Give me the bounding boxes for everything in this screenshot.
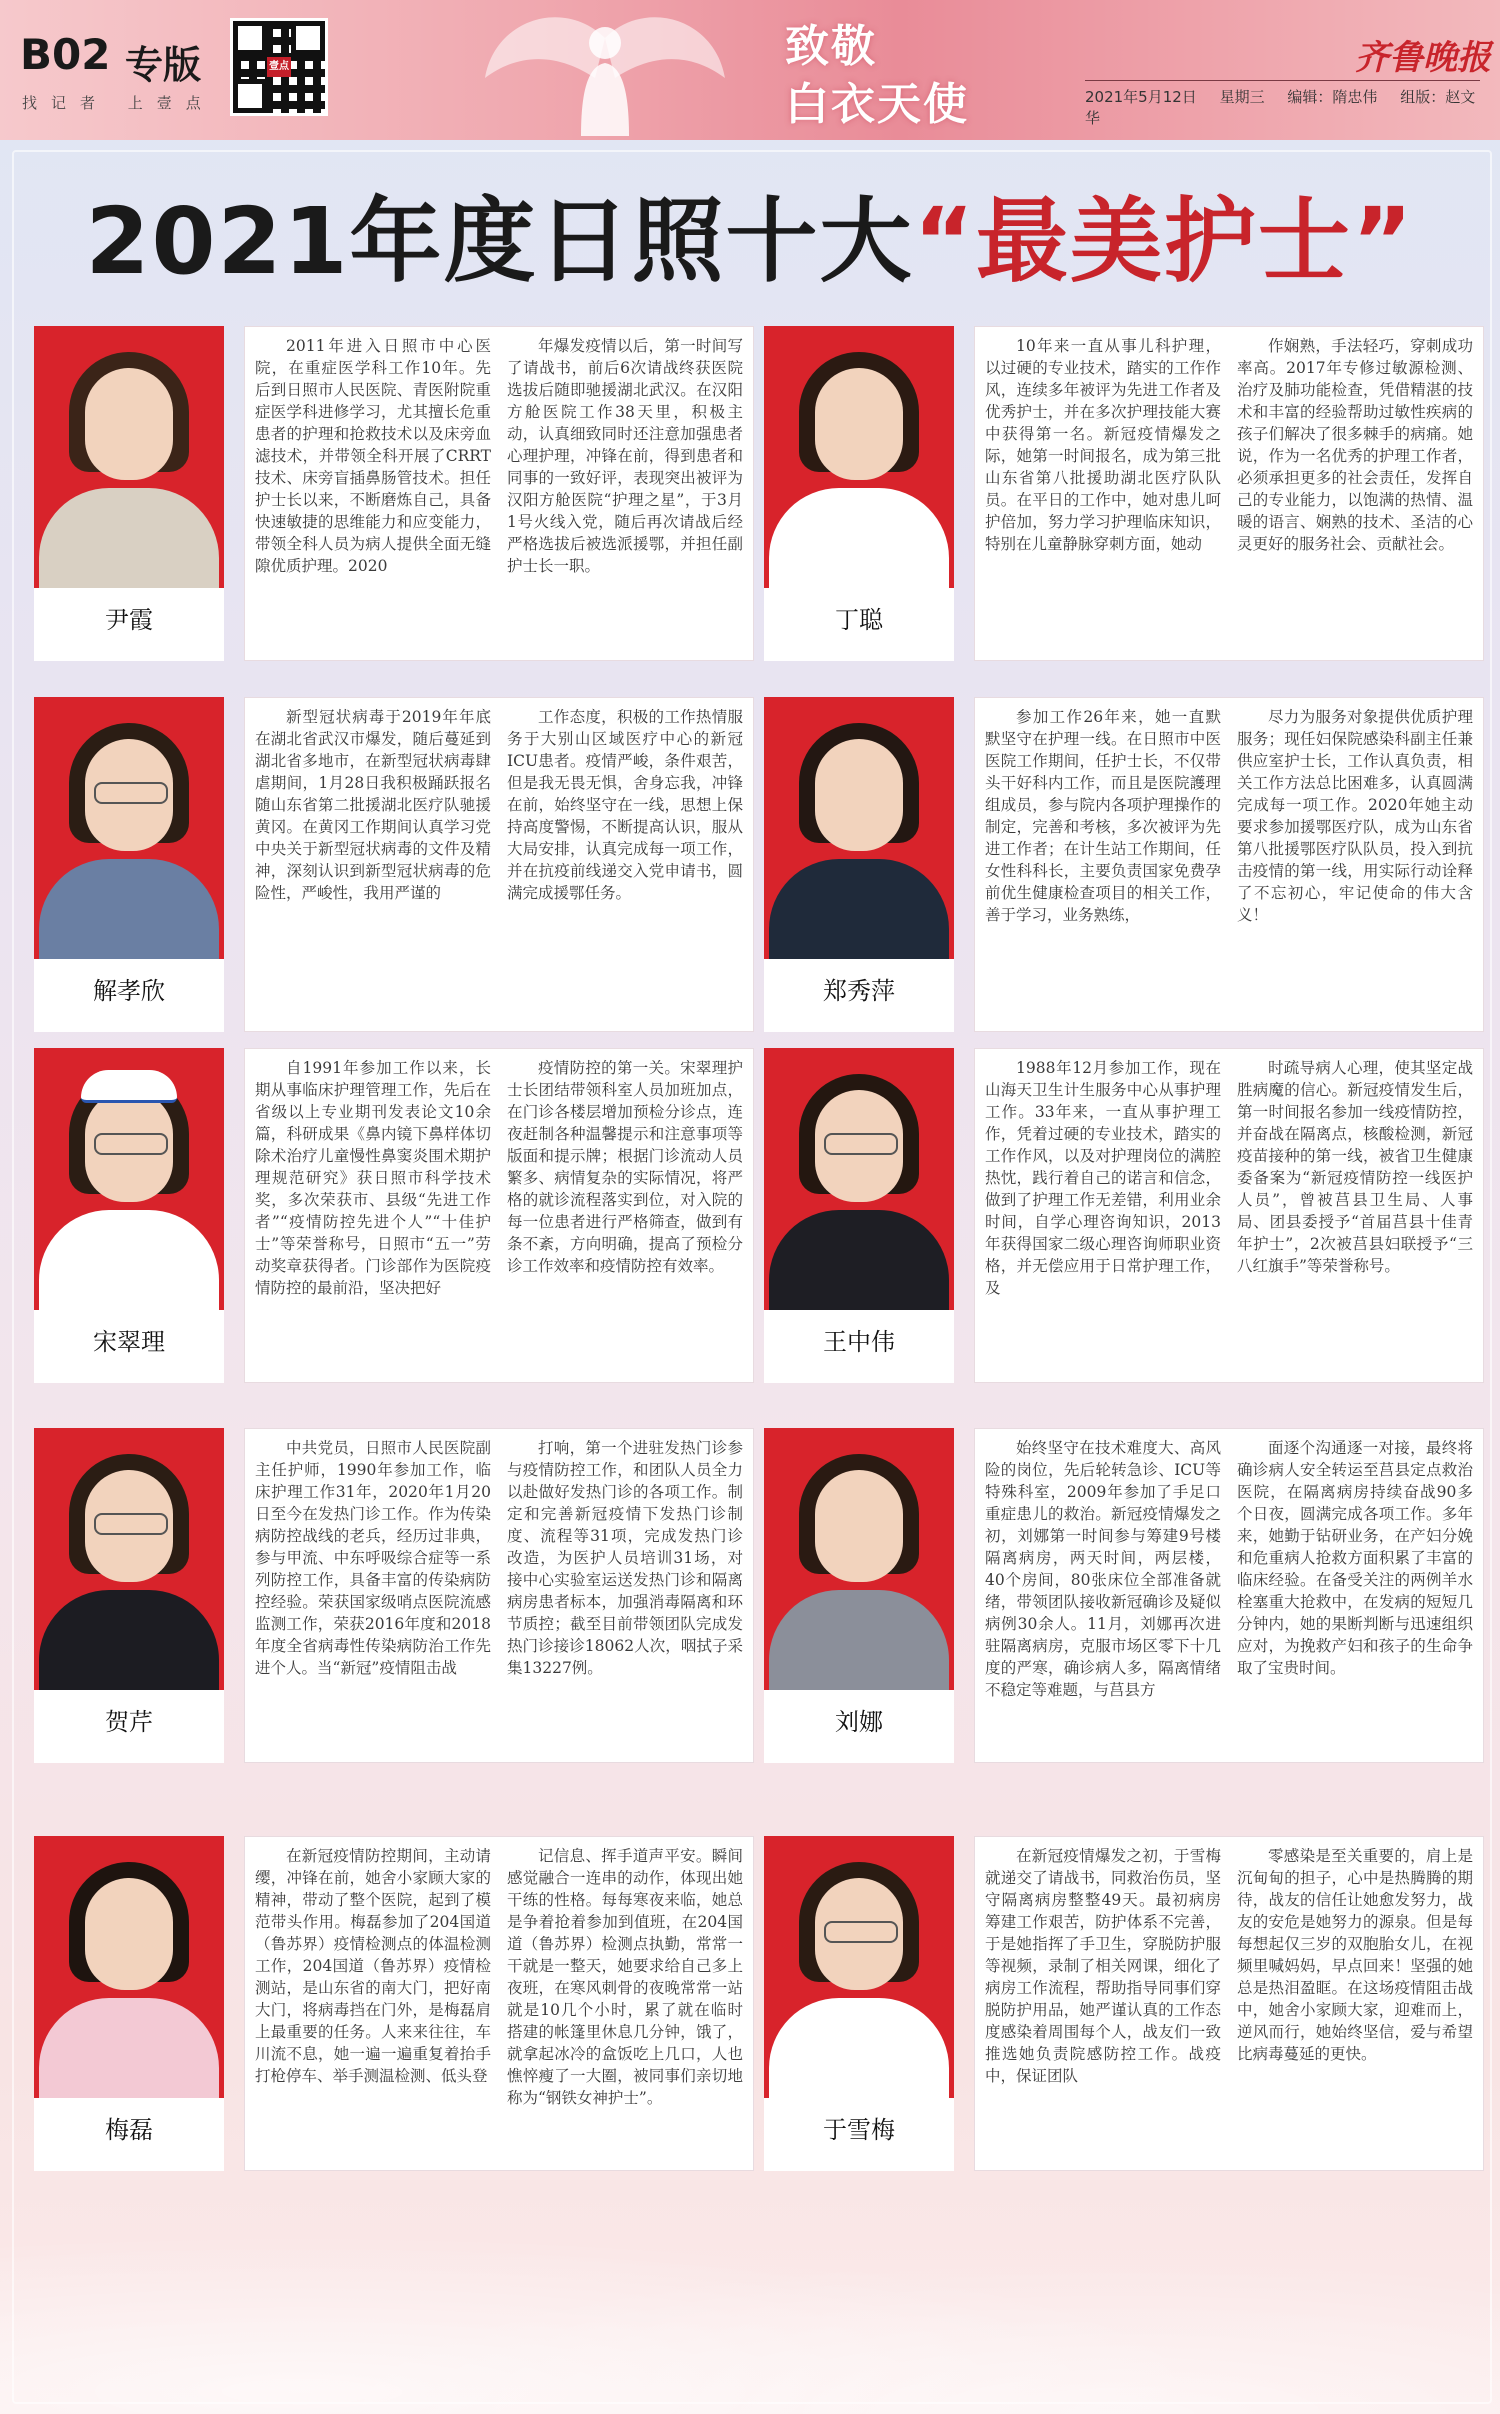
- title-highlight: “最美护士”: [913, 188, 1415, 295]
- bio-text: 疫情防控的第一关。宋翠理护士长团结带领科室人员加班加点，在门诊各楼层增加预检分诊点，连夜赶制各种温馨提示和注意事项等版面和提示牌；根据门诊流动人员繁多、病情复杂的实际情况，将严格的就诊流程落实到位，对入院的每一位患者进行严格筛查，做到有条不紊，方向明确，提高了预检分诊工作效率和疫情防控有效率。: [507, 1059, 743, 1275]
- photo-frame: [764, 697, 954, 1032]
- photo-uniform: [39, 859, 219, 959]
- nurse-name: 丁聪: [835, 606, 883, 634]
- photo-face: [85, 1878, 173, 1990]
- bio-column-2: [1237, 1057, 1473, 1375]
- photo-frame: [764, 1048, 954, 1383]
- bio-text: 年爆发疫情以后，第一时间写了请战书，前后6次请战终获医院选拔后随即驰援湖北武汉。在汉阳方舱医院工作38天里，积极主动，认真细致同时还注意加强患者心理护理，冲锋在前，得到患者和同事的一致好评，表现突出被评为汉阳方舱医院“护理之星”，于3月1号火线入党，随后再次请战后经严格选拔后被选派援鄂，并担任副护士长一职。: [507, 337, 743, 575]
- bio-text: 面逐个沟通逐一对接，最终将确诊病人安全转运至莒县定点救治医院，在隔离病房持续奋战90多个日夜，圆满完成各项工作。多年来，她勤于钻研业务，在产妇分娩和危重病人抢救方面积累了丰富的临床经验。在备受关注的两例羊水栓塞重大抢救中，在发病的短短几分钟内，她的果断判断与迅速组织应对，为挽救产妇和孩子的生命争取了宝贵时间。: [1237, 1439, 1473, 1677]
- nurse-cap-icon: [81, 1070, 177, 1103]
- page-code: B02: [20, 30, 111, 79]
- bio-column-2: [507, 335, 743, 653]
- qr-logo: 壹点: [267, 57, 291, 77]
- bio-text: 1988年12月参加工作，现在山海天卫生计生服务中心从事护理工作。33年来，一直从事护理工作，凭着过硬的专业技术，踏实的工作作风，以及对护理岗位的满腔热忱，践行着自己的诺言和信念，做到了护理工作无差错，利用业余时间，自学心理咨询知识，2013年获得国家二级心理咨询师职业资格，并无偿应用于日常护理工作，及: [985, 1059, 1221, 1297]
- nurse-photo: [34, 1048, 224, 1310]
- nurse-name: 梅磊: [105, 2116, 153, 2144]
- bio-text: 始终坚守在技术难度大、高风险的岗位，先后轮转急诊、ICU等特殊科室，2009年参加了手足口重症患儿的救治。新冠疫情爆发之初，刘娜第一时间参与筹建9号楼隔离病房，两天时间，两层楼，40个房间，80张床位全部准备就绪，带领团队接收新冠确诊及疑似病例30余人。11月，刘娜再次进驻隔离病房，克服市场区零下十几度的严寒，确诊病人多，隔离情绪不稳定等难题，与莒县方: [985, 1439, 1221, 1699]
- nurse-bio: [244, 697, 754, 1032]
- slogan: 找记者 上壹点: [22, 94, 215, 112]
- newspaper-logo: 齐鲁晚报: [1355, 38, 1491, 78]
- bio-column-1: [255, 1437, 491, 1755]
- photo-frame: [764, 1428, 954, 1763]
- photo-frame: [764, 326, 954, 661]
- photo-face: [85, 368, 173, 480]
- nurse-photo: [764, 697, 954, 959]
- photo-uniform: [769, 488, 949, 588]
- nurse-photo: [34, 697, 224, 959]
- nurse-name: 于雪梅: [823, 2116, 895, 2144]
- glasses-icon: [824, 1921, 898, 1943]
- angel-wings-icon: [485, 8, 725, 136]
- bio-text: 2011年进入日照市中心医院，在重症医学科工作10年。先后到日照市人民医院、青医附院重症医学科进修学习，尤其擅长危重患者的护理和抢救技术以及床旁血滤技术，并带领全科开展了CRRT技术、床旁盲插鼻肠管技术。担任护士长以来，不断磨炼自己，具备快速敏捷的思维能力和应变能力，带领全科人员为病人提供全面无缝隙优质护理。2020: [255, 337, 491, 575]
- bio-text: 中共党员，日照市人民医院副主任护师，1990年参加工作，临床护理工作31年，2020年1月20日至今在发热门诊工作。作为传染病防控战线的老兵，经历过非典，参与甲流、中东呼吸综合症等一系列防控工作，具备丰富的传染病防控经验。荣获国家级哨点医院流感监测工作，荣获2016年度和2018年度全省病毒性传染病防治工作先进个人。当“新冠”疫情阻击战: [255, 1439, 491, 1677]
- nurse-name: 王中伟: [823, 1328, 895, 1356]
- nurse-bio: [974, 326, 1484, 661]
- bio-text: 时疏导病人心理，使其坚定战胜病魔的信心。新冠疫情发生后，第一时间报名参加一线疫情防控，并奋战在隔离点，核酸检测，新冠疫苗接种的第一线，被省卫生健康委备案为“新冠疫情防控一线医护人员”，曾被莒县卫生局、人事局、团县委授予“首届莒县十佳青年护士”，2次被莒县妇联授予“三八红旗手”等荣誉称号。: [1237, 1059, 1473, 1275]
- glasses-icon: [94, 1513, 168, 1535]
- issue-meta: [1085, 86, 1500, 128]
- nurse-name: 解孝欣: [93, 977, 165, 1005]
- nurse-photo: [34, 326, 224, 588]
- nurse-bio: [974, 1048, 1484, 1383]
- nurse-photo: [764, 1048, 954, 1310]
- bio-text: 工作态度，积极的工作热情服务于大别山区域医疗中心的新冠ICU患者。疫情严峻，条件艰苦，但是我无畏无惧，舍身忘我，冲锋在前，始终坚守在一线，思想上保持高度警惕，不断提高认识，服从大局安排，认真完成每一项工作，并在抗疫前线递交入党申请书，圆满完成援鄂任务。: [507, 708, 743, 902]
- header-band: [0, 0, 1500, 140]
- nurse-bio: [974, 1428, 1484, 1763]
- photo-uniform: [39, 488, 219, 588]
- section-name: 专版: [125, 43, 202, 87]
- title-prefix: 2021年度日照十大: [85, 188, 914, 295]
- bio-column-2: [507, 1437, 743, 1755]
- bio-column-2: [507, 706, 743, 1024]
- bio-text: 尽力为服务对象提供优质护理服务；现任妇保院感染科副主任兼供应室护士长，工作认真负责，相关工作方法总比困难多，认真圆满完成每一项工作。2020年她主动要求参加援鄂医疗队，成为山东省第八批援鄂医疗队队员，投入到抗击疫情的第一线，用实际行动诠释了不忘初心，牢记使命的伟大含义！: [1237, 708, 1473, 924]
- theme-title: [785, 18, 969, 134]
- bio-column-1: [255, 1845, 491, 2163]
- bio-column-1: [255, 1057, 491, 1375]
- nurse-photo: [34, 1428, 224, 1690]
- glasses-icon: [824, 1133, 898, 1155]
- bio-column-1: [985, 1437, 1221, 1755]
- bio-text: 在新冠疫情防控期间，主动请缨，冲锋在前，她舍小家顾大家的精神，带动了整个医院，起到了模范带头作用。梅磊参加了204国道（鲁苏界）疫情检测点的体温检测工作，204国道（鲁苏界）疫情检测站，是山东省的南大门，把好南大门，将病毒挡在门外，是梅磊肩上最重要的任务。人来来往往，车川流不息，她一遍一遍重复着抬手打枪停车、举手测温检测、低头登: [255, 1847, 491, 2085]
- qr-code-icon[interactable]: [230, 18, 328, 116]
- bio-text: 打响，第一个进驻发热门诊参与疫情防控工作，和团队人员全力以赴做好发热门诊的各项工作。制定和完善新冠疫情下发热门诊制度、流程等31项，完成发热门诊改造，为医护人员培训31场，对接中心实验室运送发热门诊和隔离病房患者标本，加强消毒隔离和环节质控；截至目前带领团队完成发热门诊接诊18062人次，咽拭子采集13227例。: [507, 1439, 743, 1677]
- nurse-photo: [764, 1836, 954, 2098]
- photo-face: [815, 368, 903, 480]
- bio-column-1: [255, 706, 491, 1024]
- bio-column-2: [1237, 1437, 1473, 1755]
- photo-uniform: [769, 859, 949, 959]
- bio-column-2: [1237, 1845, 1473, 2163]
- meta-divider: [1085, 80, 1480, 81]
- glasses-icon: [94, 782, 168, 804]
- bio-column-2: [507, 1845, 743, 2163]
- issue-editor: 编辑：隋忠伟: [1287, 88, 1378, 106]
- glasses-icon: [94, 1133, 168, 1155]
- photo-uniform: [39, 1998, 219, 2098]
- nurse-name: 宋翠理: [93, 1328, 165, 1356]
- nurse-bio: [244, 1428, 754, 1763]
- nurse-name: 郑秀萍: [823, 977, 895, 1005]
- photo-frame: [764, 1836, 954, 2171]
- photo-face: [815, 739, 903, 851]
- photo-uniform: [769, 1590, 949, 1690]
- nurse-name: 尹霞: [105, 606, 153, 634]
- theme-line-1: 致敬: [785, 21, 877, 72]
- nurse-photo: [764, 326, 954, 588]
- photo-frame: [34, 1048, 224, 1383]
- nurse-name: 贺芹: [105, 1708, 153, 1736]
- bio-text: 新型冠状病毒于2019年年底在湖北省武汉市爆发，随后蔓延到湖北省多地市，在新型冠状病毒肆虐期间，1月28日我积极踊跃报名随山东省第二批援湖北医疗队驰援黄冈。在黄冈工作期间认真学习党中央关于新型冠状病毒的文件及精神，深刻认识到新型冠状病毒的危险性，严峻性，我用严谨的: [255, 708, 491, 902]
- issue-date: 2021年5月12日: [1085, 88, 1197, 106]
- nurse-bio: [974, 1836, 1484, 2171]
- nurse-photo: [764, 1428, 954, 1690]
- photo-frame: [34, 1836, 224, 2171]
- nurse-bio: [244, 1836, 754, 2171]
- photo-frame: [34, 1428, 224, 1763]
- bio-column-1: [985, 1845, 1221, 2163]
- bio-column-1: [985, 335, 1221, 653]
- bio-column-1: [255, 335, 491, 653]
- bio-text: 记信息、挥手道声平安。瞬间感觉融合一连串的动作，体现出她干练的性格。每每寒夜来临，她总是争着抢着参加到值班，在204国道（鲁苏界）检测点执勤，常常一干就是一整天，她要求给自己多上夜班，在寒风刺骨的夜晚常常一站就是10几个小时，累了就在临时搭建的帐篷里休息几分钟，饿了，就拿起冰冷的盒饭吃上几口，人也憔悴瘦了一大圈，被同事们亲切地称为“钢铁女神护士”。: [507, 1847, 743, 2107]
- bio-column-2: [1237, 335, 1473, 653]
- page-title: [0, 168, 1500, 300]
- photo-frame: [34, 697, 224, 1032]
- photo-uniform: [39, 1590, 219, 1690]
- bio-text: 零感染是至关重要的，肩上是沉甸甸的担子，心中是热腾腾的期待，战友的信任让她愈发努力，战友的安危是她努力的源泉。但是每每想起仅三岁的双胞胎女儿，在视频里喊妈妈，早点回来！坚强的她总是热泪盈眶。在这场疫情阻击战中，她舍小家顾大家，迎难而上，逆风而行，她始终坚信，爱与希望比病毒蔓延的更快。: [1237, 1847, 1473, 2063]
- bio-text: 作娴熟，手法轻巧，穿刺成功率高。2017年专修过敏源检测、治疗及肺功能检查，凭借精湛的技术和丰富的经验帮助过敏性疾病的孩子们解决了很多棘手的病痛。她说，作为一名优秀的护理工作者，必须承担更多的社会责任，发挥自己的专业能力，以饱满的热情、温暖的语言、娴熟的技术、圣洁的心灵更好的服务社会、贡献社会。: [1237, 337, 1473, 553]
- bio-column-1: [985, 1057, 1221, 1375]
- nurse-bio: [244, 1048, 754, 1383]
- bio-text: 在新冠疫情爆发之初，于雪梅就递交了请战书，同救治伤员，坚守隔离病房整整49天。最初病房筹建工作艰苦，防护体系不完善，于是她指挥了手卫生，穿脱防护服等视频，录制了相关网课，细化了病房工作流程，帮助指导同事们穿脱防护用品，她严谨认真的工作态度感染着周围每个人，战友们一致推选她负责院感防控工作。战疫中，保证团队: [985, 1847, 1221, 2085]
- issue-weekday: 星期三: [1219, 88, 1265, 106]
- bio-text: 10年来一直从事儿科护理，以过硬的专业技术，踏实的工作作风，连续多年被评为先进工作者及优秀护士，并在多次护理技能大赛中获得第一名。新冠疫情爆发之际，她第一时间报名，成为第三批山东省第八批援助湖北医疗队队员。在平日的工作中，她对患儿呵护倍加，努力学习护理临床知识，特别在儿童静脉穿刺方面，她动: [985, 337, 1221, 553]
- photo-uniform: [39, 1210, 219, 1310]
- photo-frame: [34, 326, 224, 661]
- theme-line-2: 白衣天使: [785, 79, 969, 130]
- photo-uniform: [769, 1998, 949, 2098]
- nurse-name: 刘娜: [835, 1708, 883, 1736]
- bio-column-1: [985, 706, 1221, 1024]
- nurse-bio: [244, 326, 754, 661]
- issue-layout: 组版：赵文华: [1085, 88, 1476, 127]
- photo-face: [815, 1470, 903, 1582]
- bio-column-2: [1237, 706, 1473, 1024]
- bio-text: 自1991年参加工作以来，长期从事临床护理管理工作，先后在省级以上专业期刊发表论文10余篇，科研成果《鼻内镜下鼻样体切除术治疗儿童慢性鼻窦炎围术期护理规范研究》获日照市科学技术奖，多次荣获市、县级“先进工作者”“疫情防控先进个人”“十佳护士”等荣誉称号，日照市“五一”劳动奖章获得者。门诊部作为医院疫情防控的最前沿，坚决把好: [255, 1059, 491, 1297]
- footer-decoration: [0, 2190, 1500, 2414]
- bio-text: 参加工作26年来，她一直默默坚守在护理一线。在日照市中医医院工作期间，任护士长，不仅带头干好科内工作，而且是医院護理组成员，参与院内各项护理操作的制定，完善和考核，多次被评为先进工作者；在计生站工作期间，任女性科科长，主要负责国家免费孕前优生健康检查项目的相关工作，善于学习，业务熟练，: [985, 708, 1221, 924]
- nurse-bio: [974, 697, 1484, 1032]
- bio-column-2: [507, 1057, 743, 1375]
- nurse-photo: [34, 1836, 224, 2098]
- photo-uniform: [769, 1210, 949, 1310]
